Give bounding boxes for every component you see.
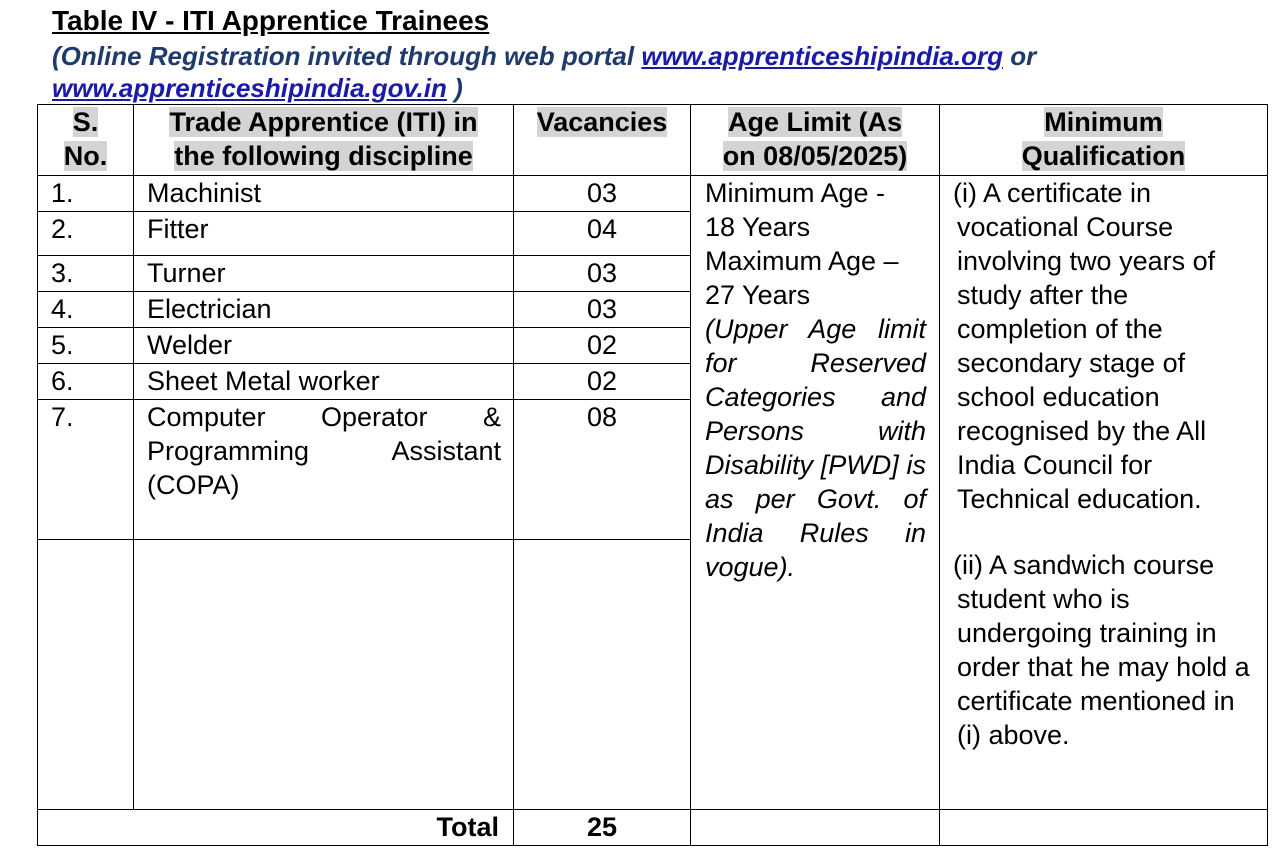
- empty-cell: [134, 540, 514, 810]
- row-vacancies: 03: [514, 256, 691, 292]
- row-trade: Sheet Metal worker: [134, 364, 514, 400]
- min-age-line2: 18 Years: [705, 212, 811, 242]
- row-trade: Electrician: [134, 292, 514, 328]
- header-age-line2: on 08/05/2025): [722, 141, 908, 171]
- max-age-line2: 27 Years: [705, 280, 811, 310]
- age-relaxation-note: (Upper Age limit for Reserved Categories and Persons with Disability [PWD] is as per Govt. of India Rules in vogue).: [705, 314, 926, 582]
- qual-spacer: [957, 516, 1255, 548]
- header-qual-line2: Qualification: [1021, 141, 1186, 171]
- header-sno-line2: No.: [63, 141, 108, 171]
- row-vacancies: 03: [514, 176, 691, 212]
- row-sno: 5.: [38, 328, 134, 364]
- registration-note: [52, 40, 1252, 104]
- header-trade: [134, 105, 514, 176]
- row-trade: Fitter: [134, 212, 514, 256]
- header-qual-line1: Minimum: [1044, 107, 1163, 137]
- trade-copa-line3: (COPA): [147, 470, 240, 500]
- header-sno-line1: S.: [72, 107, 99, 137]
- total-value: 25: [514, 810, 691, 846]
- portal-link-org[interactable]: www.apprenticeshipindia.org: [641, 41, 1003, 71]
- portal-link-gov[interactable]: www.apprenticeshipindia.gov.in: [52, 73, 447, 103]
- total-label: Total: [38, 810, 514, 846]
- qual-part2-rest: student who is undergoing training in order that he may hold a certificate mentioned in (i) above.: [957, 584, 1250, 750]
- note-mid: or: [1002, 41, 1037, 71]
- page-title: Table IV - ITI Apprentice Trainees: [52, 5, 490, 36]
- row-trade: [134, 400, 514, 540]
- empty-cell: [940, 810, 1268, 846]
- row-trade: Turner: [134, 256, 514, 292]
- row-vacancies: 03: [514, 292, 691, 328]
- row-vacancies: 02: [514, 328, 691, 364]
- min-age-line1: Minimum Age -: [705, 178, 886, 208]
- row-vacancies: 04: [514, 212, 691, 256]
- row-sno: 4.: [38, 292, 134, 328]
- age-limit-cell: [691, 176, 940, 810]
- qual-part1-rest: vocational Course involving two years of study after the completion of the secondary stage of school education recognised by the All India Council for Technical education.: [957, 212, 1216, 514]
- note-suffix: ): [446, 73, 463, 103]
- header-vacancies: [514, 105, 691, 176]
- row-trade: Machinist: [134, 176, 514, 212]
- row-sno: 2.: [38, 212, 134, 256]
- note-prefix: (Online Registration invited through web portal: [52, 41, 642, 71]
- row-vacancies: 08: [514, 400, 691, 540]
- header-age-line1: Age Limit (As: [727, 107, 902, 137]
- max-age-line1: Maximum Age –: [705, 246, 899, 276]
- empty-cell: [38, 540, 134, 810]
- row-trade: Welder: [134, 328, 514, 364]
- total-row: [38, 810, 1268, 846]
- row-sno: 3.: [38, 256, 134, 292]
- empty-cell: [514, 540, 691, 810]
- header-trade-line2: the following discipline: [174, 141, 473, 171]
- header-qualification: [940, 105, 1268, 176]
- header-trade-line1: Trade Apprentice (ITI) in: [169, 107, 478, 137]
- table-row: [38, 176, 1268, 212]
- qual-part1-line1: (i) A certificate in: [953, 178, 1152, 208]
- qualification-cell: [940, 176, 1268, 810]
- header-vacancies-label: Vacancies: [536, 107, 668, 137]
- row-vacancies: 02: [514, 364, 691, 400]
- empty-cell: [691, 810, 940, 846]
- qual-part2-line1: (ii) A sandwich course: [953, 550, 1215, 580]
- header-age-limit: [691, 105, 940, 176]
- apprentice-table: [37, 104, 1268, 846]
- row-sno: 1.: [38, 176, 134, 212]
- trade-copa-line1: Computer Operator &: [147, 402, 501, 432]
- row-sno: 6.: [38, 364, 134, 400]
- trade-copa-line2: Programming Assistant: [147, 436, 501, 466]
- row-sno: 7.: [38, 400, 134, 540]
- header-sno: [38, 105, 134, 176]
- header-row: [38, 105, 1268, 176]
